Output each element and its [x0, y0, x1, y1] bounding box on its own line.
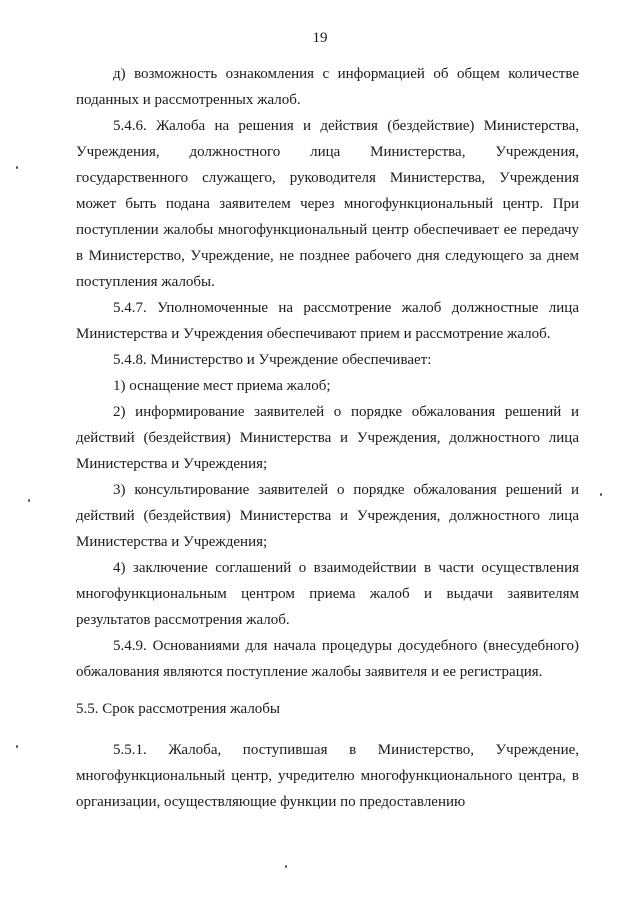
document-body — [76, 61, 579, 815]
scan-speck — [16, 745, 18, 748]
section-heading: 5.5. Срок рассмотрения жалобы — [76, 701, 281, 717]
paragraph: 2) информирование заявителей о порядке обжалования решений и действий (бездействия) Министерства и Учреждения, должностного лица Министерства и Учреждения; — [76, 404, 579, 472]
paragraph-line: поданных и рассмотренных жалоб. — [76, 92, 301, 108]
scan-speck — [28, 499, 30, 502]
scan-speck — [285, 865, 287, 868]
scan-speck — [600, 493, 602, 496]
paragraph: 1) оснащение мест приема жалоб; — [113, 378, 331, 394]
paragraph: 5.4.6. Жалоба на решения и действия (бездействие) Министерства, Учреждения, должностного лица Министерства, Учреждения, государственного служащего, руководителя Министерства, Учреждения может быть подана заявителем через многофункциональный центр. При поступлении жалобы многофункциональный центр обеспечивает ее передачу в Министерство, Учреждение, не позднее рабочего дня следующего за днем поступления жалобы. — [76, 118, 579, 290]
paragraph: 5.4.7. Уполномоченные на рассмотрение жалоб должностные лица Министерства и Учреждения обеспечивают прием и рассмотрение жалоб. — [76, 300, 579, 342]
paragraph: 3) консультирование заявителей о порядке обжалования решений и действий (бездействия) Министерства и Учреждения, должностного лица Министерства и Учреждения; — [76, 482, 579, 550]
paragraph: 5.4.8. Министерство и Учреждение обеспечивает: — [113, 352, 432, 368]
paragraph-line: д) возможность ознакомления с информацией об общем количестве — [113, 66, 579, 82]
scan-speck — [16, 166, 18, 169]
paragraph: 5.4.9. Основаниями для начала процедуры досудебного (внесудебного) обжалования являются поступление жалобы заявителя и ее регистрация. — [76, 638, 579, 680]
page-number: 19 — [312, 30, 328, 46]
paragraph: 4) заключение соглашений о взаимодействии в части осуществления многофункциональным центром приема жалоб и выдачи заявителям результатов рассмотрения жалоб. — [76, 560, 579, 628]
paragraph: 5.5.1. Жалоба, поступившая в Министерство, Учреждение, многофункциональный центр, учредителю многофункционального центра, в организации, осуществляющие функции по предоставлению — [76, 742, 579, 810]
